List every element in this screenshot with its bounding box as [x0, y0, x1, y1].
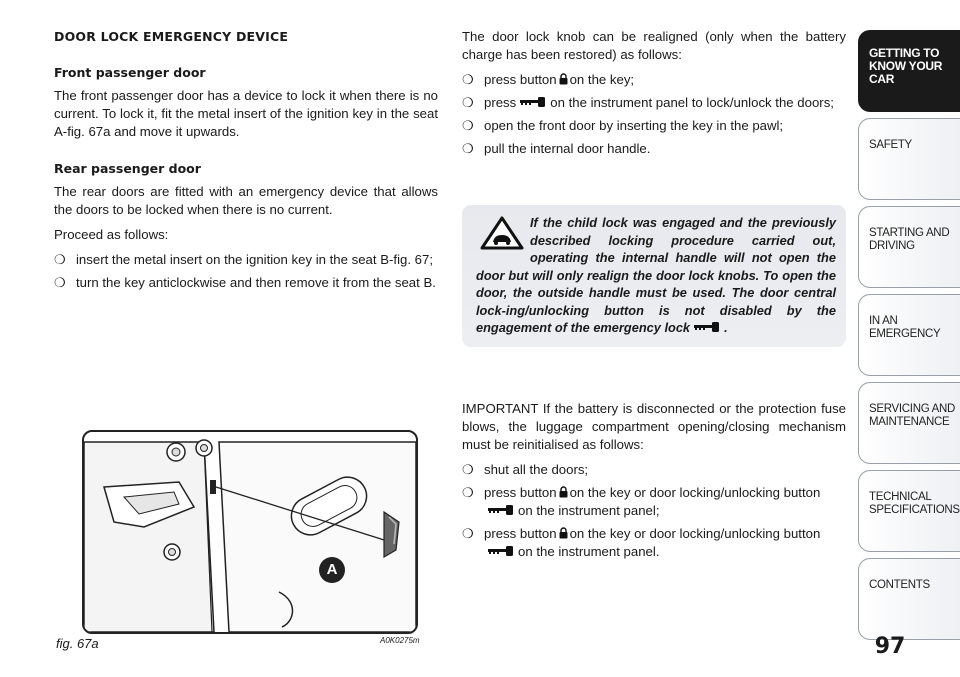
- tab-technical-specifications[interactable]: TECHNICAL SPECIFICATIONS: [858, 470, 960, 552]
- figure-code: A0K0275m: [380, 636, 420, 645]
- list-item: ❍ press button on the key;: [462, 72, 635, 87]
- figure-67a: [82, 430, 418, 634]
- list-item: ❍ turn the key anticlockwise and then remove it from the seat B.: [54, 275, 436, 290]
- important-text: IMPORTANT If the battery is disconnected or the protection fuse blows, the luggage compartment opening/closing mechanism must be reinitialised as follows:: [462, 401, 846, 452]
- bullet-icon: ❍: [462, 462, 474, 477]
- door-lock-illustration: [84, 432, 416, 632]
- bullet-icon: ❍: [462, 95, 474, 110]
- important-section: [462, 400, 846, 566]
- tab-getting-to-know-your-car[interactable]: GETTING TO KNOW YOUR CAR: [858, 30, 960, 112]
- warning-text: If the child lock was engaged and the previously described locking procedure carried out, operating the internal handle will not open the door but will only realign the door lock knobs. To open the door, the outside handle must be used. The door central lock-ing/unlocking button is not disabled by the engagement of the emergency lock: [476, 215, 836, 335]
- bullet-icon: ❍: [462, 526, 474, 541]
- callout-label-a: A: [326, 561, 338, 578]
- door-lock-button-icon: [487, 504, 515, 516]
- list-item: ❍ shut all the doors;: [462, 462, 589, 477]
- front-door-heading: Front passenger door: [54, 65, 206, 80]
- warning-text-block: If the child lock was engaged and the previously described locking procedure carried out, operating the internal handle will not open the door but will only realign the door lock knobs. To open the door, the outside handle must be used. The door central lock-ing/unlocking button is not disabled by the engagement of the emergency lock .: [476, 215, 836, 335]
- tab-servicing-and-maintenance[interactable]: SERVICING AND MAINTENANCE: [858, 382, 960, 464]
- tab-in-an-emergency[interactable]: IN AN EMERGENCY: [858, 294, 960, 376]
- front-door-text: The front passenger door has a device to lock it when there is no current. To lock it, fit the metal insert of the ignition key in the seat A-fig. 67a and move it upwards.: [54, 88, 438, 139]
- figure-caption: fig. 67a: [56, 636, 99, 651]
- list-item: ❍ pull the internal door handle.: [462, 141, 651, 156]
- bullet-icon: ❍: [462, 485, 474, 500]
- tab-safety[interactable]: SAFETY: [858, 118, 960, 200]
- left-column: [54, 28, 438, 297]
- bullet-icon: ❍: [54, 252, 66, 267]
- emergency-lock-icon: [693, 321, 721, 333]
- proceed-text: Proceed as follows:: [54, 227, 169, 242]
- chapter-sidebar: [858, 30, 960, 646]
- door-lock-button-icon: [519, 96, 547, 108]
- realign-steps-list: [462, 71, 846, 158]
- list-item: ❍ press button on the key or door locking/unlocking button on the instrument panel;: [462, 485, 821, 518]
- tab-starting-and-driving[interactable]: STARTING AND DRIVING: [858, 206, 960, 288]
- warning-triangle-icon: [480, 216, 524, 250]
- bullet-icon: ❍: [462, 72, 474, 87]
- key-lock-icon: [559, 486, 568, 498]
- list-item: ❍ press on the instrument panel to lock/unlock the doors;: [462, 95, 834, 110]
- list-item: ❍ press button on the key or door locking/unlocking button on the instrument panel.: [462, 526, 821, 559]
- right-column: [462, 28, 846, 163]
- rear-steps-list: [54, 251, 438, 292]
- page-number: 97: [874, 634, 906, 659]
- section-title: DOOR LOCK EMERGENCY DEVICE: [54, 29, 289, 44]
- door-lock-button-icon: [487, 545, 515, 557]
- bullet-icon: ❍: [462, 141, 474, 156]
- bullet-icon: ❍: [462, 118, 474, 133]
- rear-door-heading: Rear passenger door: [54, 161, 201, 176]
- key-lock-icon: [559, 527, 568, 539]
- rear-door-text: The rear doors are fitted with an emergency device that allows the doors to be locked when there is no current.: [54, 184, 438, 217]
- realign-intro: The door lock knob can be realigned (only when the battery charge has been restored) as follows:: [462, 29, 846, 62]
- tab-contents[interactable]: CONTENTS: [858, 558, 960, 640]
- important-steps-list: [462, 461, 846, 561]
- warning-box: [462, 205, 846, 347]
- bullet-icon: ❍: [54, 275, 66, 290]
- list-item: ❍ open the front door by inserting the key in the pawl;: [462, 118, 784, 133]
- list-item: ❍ insert the metal insert on the ignition key in the seat B-fig. 67;: [54, 252, 433, 267]
- key-lock-icon: [559, 73, 568, 85]
